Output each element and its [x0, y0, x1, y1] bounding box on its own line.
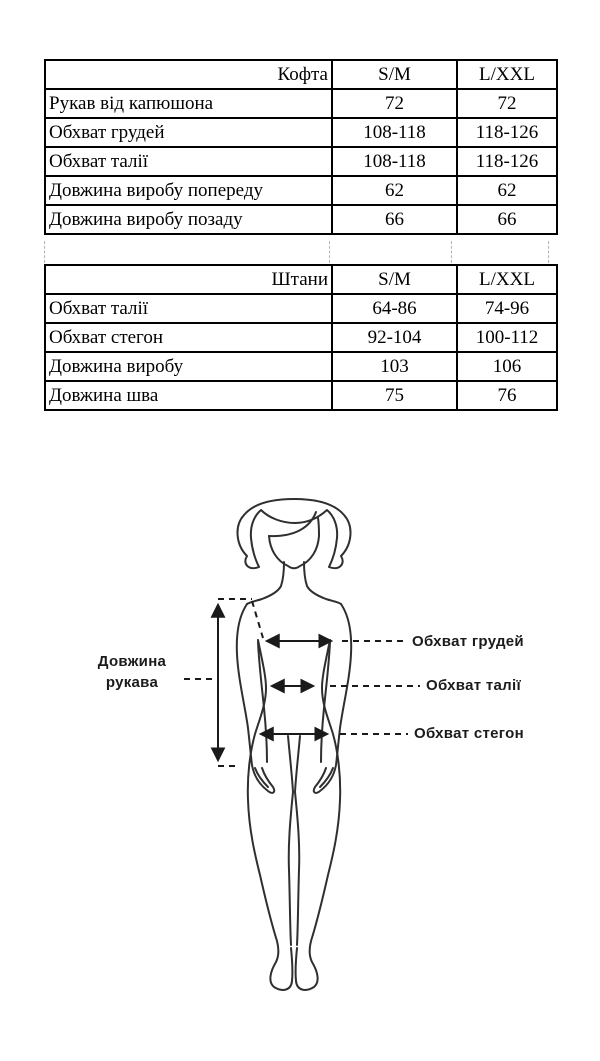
torso-left-leg	[248, 640, 293, 990]
value-cell: 118-126	[457, 147, 557, 176]
measurement-annotations	[184, 599, 420, 766]
measure-label-cell: Обхват грудей	[45, 118, 332, 147]
table-title-cell: Кофта	[45, 60, 332, 89]
value-cell: 108-118	[332, 118, 457, 147]
measure-label-cell: Рукав від капюшона	[45, 89, 332, 118]
value-cell: 66	[457, 205, 557, 234]
value-cell: 72	[332, 89, 457, 118]
value-cell: 62	[332, 176, 457, 205]
measure-label-cell: Довжина виробу позаду	[45, 205, 332, 234]
torso-right-leg	[296, 640, 341, 990]
measure-label-cell: Довжина виробу попереду	[45, 176, 332, 205]
measure-label-cell: Обхват стегон	[45, 323, 332, 352]
size-sm-header-cell: S/M	[332, 265, 457, 294]
measure-label-cell: Обхват талії	[45, 147, 332, 176]
value-cell: 75	[332, 381, 457, 410]
measure-label-cell: Довжина шва	[45, 381, 332, 410]
size-lxxl-header-cell: L/XXL	[457, 60, 557, 89]
value-cell: 106	[457, 352, 557, 381]
left-leg-inner	[288, 736, 293, 945]
chest-girth-label: Обхват грудей	[412, 633, 524, 650]
value-cell: 108-118	[332, 147, 457, 176]
value-cell: 66	[332, 205, 457, 234]
value-cell: 72	[457, 89, 557, 118]
size-sm-header-cell: S/M	[332, 60, 457, 89]
waist-girth-label: Обхват талії	[426, 677, 521, 694]
value-cell: 103	[332, 352, 457, 381]
value-cell: 76	[457, 381, 557, 410]
sleeve-length-label: Довжина рукава	[97, 653, 167, 691]
measure-label-cell: Обхват талії	[45, 294, 332, 323]
right-arm-outer	[314, 604, 351, 793]
sleeve-diagonal-dashed-line	[252, 601, 263, 638]
left-arm-outer	[237, 604, 274, 793]
right-leg-inner	[295, 736, 300, 945]
face-outline	[269, 518, 319, 568]
value-cell: 118-126	[457, 118, 557, 147]
value-cell: 74-96	[457, 294, 557, 323]
value-cell: 62	[457, 176, 557, 205]
table-title-cell: Штани	[45, 265, 332, 294]
measure-label-cell: Довжина виробу	[45, 352, 332, 381]
female-figure-outline	[237, 499, 351, 990]
value-cell: 100-112	[457, 323, 557, 352]
value-cell: 92-104	[332, 323, 457, 352]
value-cell: 64-86	[332, 294, 457, 323]
size-lxxl-header-cell: L/XXL	[457, 265, 557, 294]
hips-girth-label: Обхват стегон	[414, 725, 524, 742]
